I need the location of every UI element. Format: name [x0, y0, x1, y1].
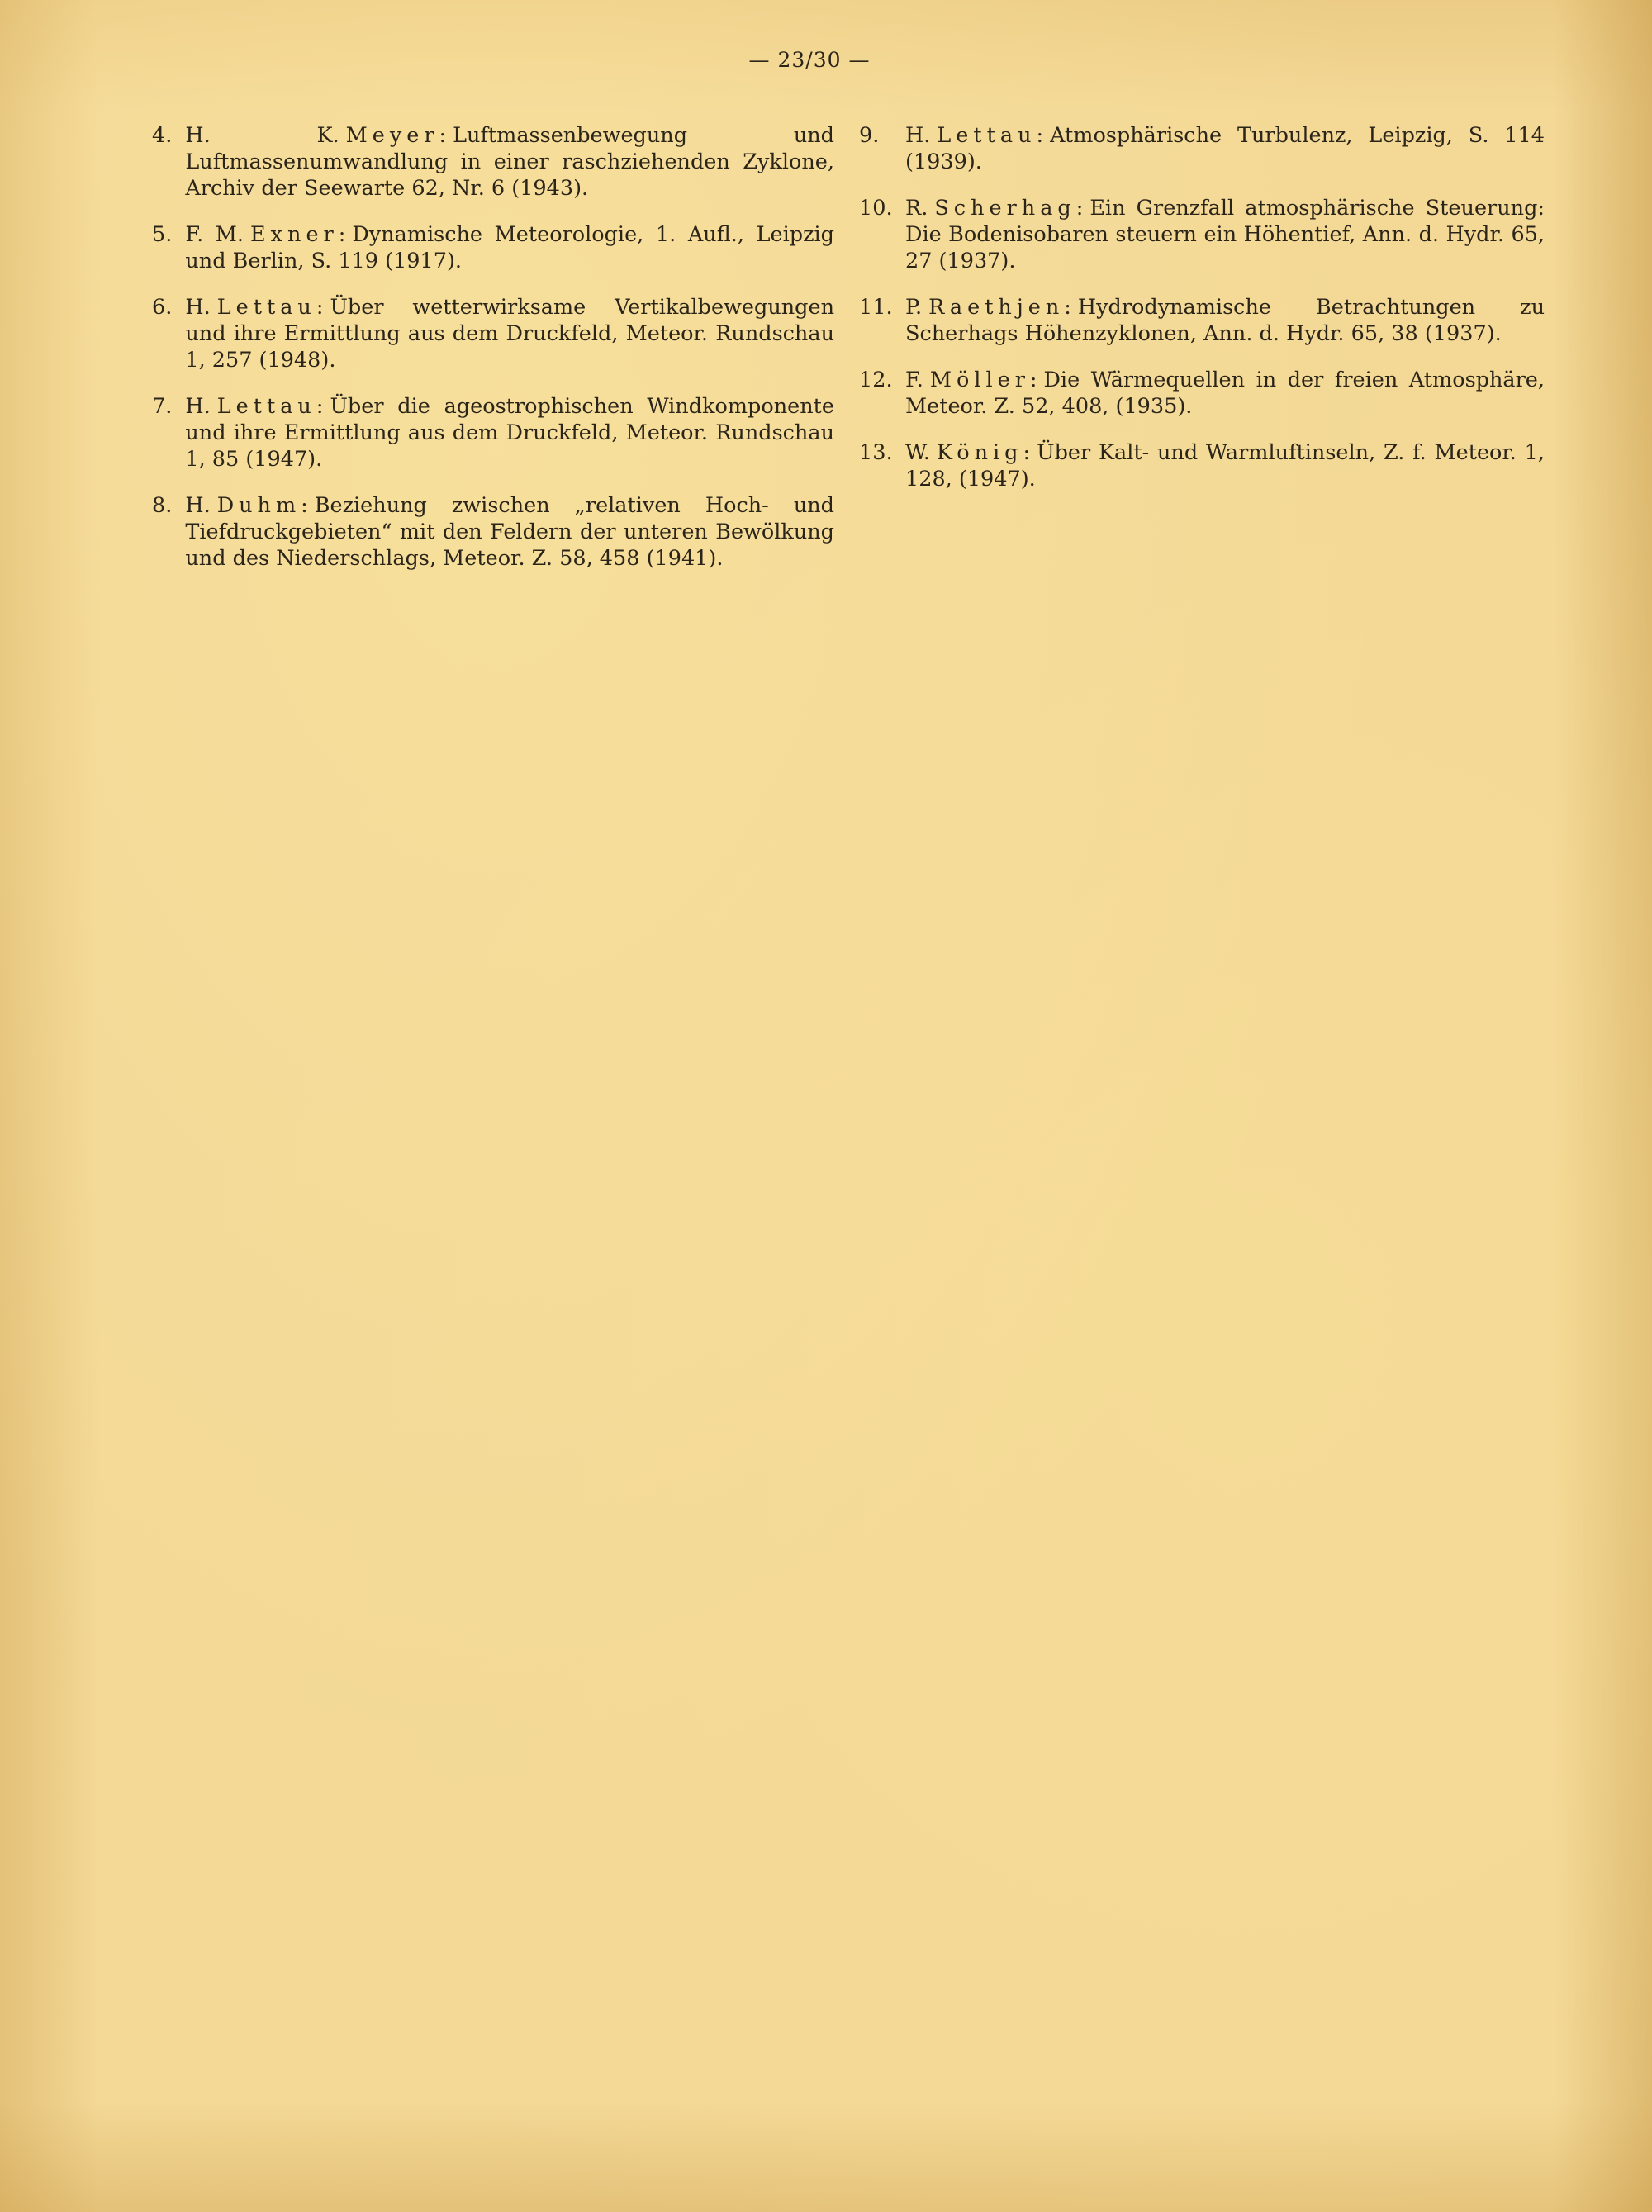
reference-author: König	[936, 440, 1023, 465]
reference-initials: H.	[185, 295, 211, 320]
reference-author: Möller	[929, 368, 1030, 392]
reference-item	[859, 294, 1545, 347]
reference-body: R. Scherhag: Ein Grenzfall atmosphärische Steuerung: Die Bodenisobaren steuern ein Höhentief, Ann. d. Hydr. 65, 27 (1937).	[905, 196, 1545, 273]
reference-body: W. König: Über Kalt- und Warmluftinseln, Z. f. Meteor. 1, 128, (1947).	[905, 440, 1545, 491]
reference-item	[152, 122, 834, 202]
reference-text: Ein Grenzfall atmosphärische Steuerung: Die Bodenisobaren steuern ein Höhentief, Ann. d. Hydr. 65, 27 (1937).	[905, 196, 1545, 273]
reference-item	[152, 393, 834, 472]
reference-number: 6.	[152, 295, 173, 320]
reference-body: H. Duhm: Beziehung zwischen „relativen Hoch- und Tiefdruckgebieten“ mit den Feldern der unteren Bewölkung und des Niederschlags, Meteor. Z. 58, 458 (1941).	[185, 493, 834, 571]
page-number: — 23/30 —	[748, 48, 871, 72]
reference-number: 13.	[859, 440, 893, 465]
reference-text: Dynamische Meteorologie, 1. Aufl., Leipzig und Berlin, S. 119 (1917).	[185, 222, 834, 273]
reference-number: 10.	[859, 196, 893, 221]
reference-text: Hydrodynamische Betrachtungen zu Scherhags Höhenzyklonen, Ann. d. Hydr. 65, 38 (1937).	[905, 295, 1545, 346]
reference-body: P. Raethjen: Hydrodynamische Betrachtungen zu Scherhags Höhenzyklonen, Ann. d. Hydr. 65, 38 (1937).	[905, 295, 1545, 346]
reference-item	[859, 367, 1545, 420]
reference-item	[152, 221, 834, 274]
reference-initials: F.	[905, 368, 923, 392]
reference-body: F. M. Exner: Dynamische Meteorologie, 1. Aufl., Leipzig und Berlin, S. 119 (1917).	[185, 222, 834, 273]
reference-item	[859, 195, 1545, 274]
reference-item	[859, 439, 1545, 492]
reference-author: Lettau	[216, 295, 316, 320]
reference-text: Luftmassenbewegung und Luftmassenumwandlung in einer raschziehenden Zyklone, Archiv der Seewarte 62, Nr. 6 (1943).	[185, 123, 834, 201]
reference-author: Scherhag	[934, 196, 1076, 221]
reference-number: 11.	[859, 295, 893, 320]
reference-number: 12.	[859, 368, 893, 392]
reference-text: Über Kalt- und Warmluftinseln, Z. f. Meteor. 1, 128, (1947).	[905, 440, 1545, 491]
reference-number: 5.	[152, 222, 173, 247]
reference-list-left	[152, 122, 834, 591]
reference-body: H. Lettau: Über wetterwirksame Vertikalbewegungen und ihre Ermittlung aus dem Druckfeld, Meteor. Rundschau 1, 257 (1948).	[185, 295, 834, 373]
reference-author: Meyer	[345, 123, 439, 148]
reference-initials: F. M.	[185, 222, 244, 247]
reference-initials: H.	[185, 394, 211, 419]
reference-item	[152, 294, 834, 373]
reference-text: Beziehung zwischen „relativen Hoch- und Tiefdruckgebieten“ mit den Feldern der unteren Bewölkung und des Niederschlags, Meteor. Z. 58, 458 (1941).	[185, 493, 834, 571]
reference-item	[152, 492, 834, 572]
reference-initials: P.	[905, 295, 923, 320]
reference-author: Exner	[250, 222, 339, 247]
reference-body: H. Lettau: Atmosphärische Turbulenz, Leipzig, S. 114 (1939).	[905, 123, 1545, 174]
reference-initials: H. K.	[185, 123, 339, 148]
reference-number: 7.	[152, 394, 173, 419]
reference-item	[859, 122, 1545, 175]
reference-author: Lettau	[216, 394, 316, 419]
reference-body: H. Lettau: Über die ageostrophischen Windkomponente und ihre Ermittlung aus dem Druckfeld, Meteor. Rundschau 1, 85 (1947).	[185, 394, 834, 472]
reference-number: 4.	[152, 123, 173, 148]
reference-body: F. Möller: Die Wärmequellen in der freien Atmosphäre, Meteor. Z. 52, 408, (1935).	[905, 368, 1545, 419]
reference-initials: W.	[905, 440, 930, 465]
reference-text: Über wetterwirksame Vertikalbewegungen und ihre Ermittlung aus dem Druckfeld, Meteor. Rundschau 1, 257 (1948).	[185, 295, 834, 373]
reference-author: Duhm	[216, 493, 301, 518]
reference-initials: R.	[905, 196, 928, 221]
reference-list-right	[859, 122, 1545, 512]
reference-text: Die Wärmequellen in der freien Atmosphäre, Meteor. Z. 52, 408, (1935).	[905, 368, 1545, 419]
reference-initials: H.	[185, 493, 211, 518]
reference-text: Atmosphärische Turbulenz, Leipzig, S. 114 (1939).	[905, 123, 1545, 174]
reference-author: Lettau	[937, 123, 1037, 148]
reference-text: Über die ageostrophischen Windkomponente und ihre Ermittlung aus dem Druckfeld, Meteor. Rundschau 1, 85 (1947).	[185, 394, 834, 472]
reference-body: H. K. Meyer: Luftmassenbewegung und Luftmassenumwandlung in einer raschziehenden Zyklone, Archiv der Seewarte 62, Nr. 6 (1943).	[185, 123, 834, 201]
reference-author: Raethjen	[928, 295, 1065, 320]
reference-number: 9.	[859, 123, 880, 148]
reference-number: 8.	[152, 493, 173, 518]
reference-initials: H.	[905, 123, 931, 148]
